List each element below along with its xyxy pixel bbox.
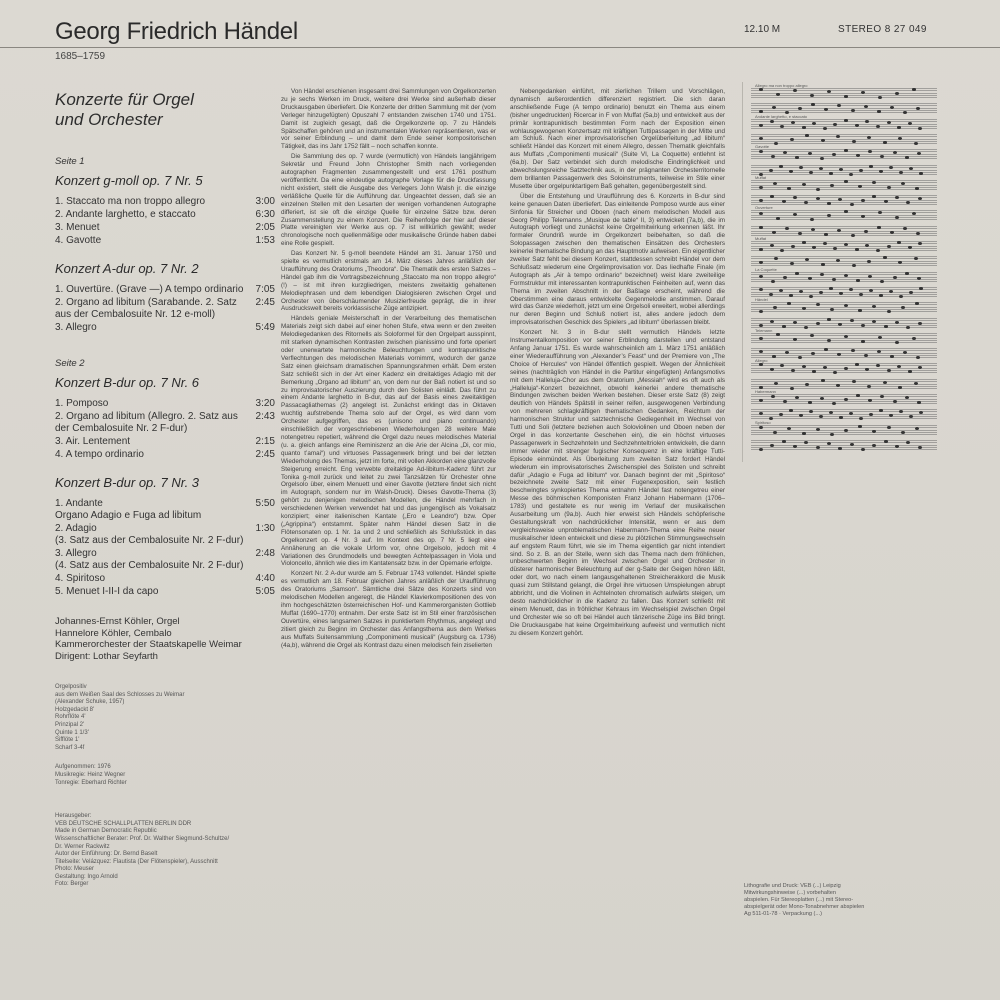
music-note xyxy=(827,442,831,445)
music-note xyxy=(909,291,913,294)
music-note xyxy=(820,157,824,160)
concerto-title: Konzert A-dur op. 7 Nr. 2 xyxy=(55,261,199,276)
music-note xyxy=(776,93,780,96)
music-note xyxy=(783,276,787,279)
music-note xyxy=(816,197,820,200)
music-note xyxy=(773,431,777,434)
music-note xyxy=(895,341,899,344)
movement-list xyxy=(55,398,275,461)
recording-info: Aufgenommen: 1976 Musikregie: Heinz Wegner Tonregie: Eberhard Richter xyxy=(55,764,127,786)
music-note xyxy=(906,326,910,329)
music-note xyxy=(827,90,831,93)
music-note xyxy=(839,292,843,295)
music-note xyxy=(849,288,853,291)
music-note xyxy=(789,170,793,173)
music-note xyxy=(821,139,825,142)
music-note xyxy=(823,242,827,245)
movement-item: 2. Organo ad libitum (Sarabande. 2. Satz aus der Cembalosuite Nr. 12 e-moll) 2:45 xyxy=(55,297,275,320)
side-1-label: Seite 1 xyxy=(55,156,85,167)
music-note xyxy=(893,276,897,279)
music-note xyxy=(879,170,883,173)
music-note xyxy=(759,248,763,251)
music-note xyxy=(883,141,887,144)
music-note xyxy=(844,243,848,246)
score-example-label: Allegro ma non troppo allegro xyxy=(755,83,808,88)
score-example-label: Händel xyxy=(755,297,768,303)
music-note xyxy=(833,371,837,374)
music-note xyxy=(915,427,919,430)
music-note xyxy=(884,200,888,203)
music-note xyxy=(793,445,797,448)
movement-item: 4. Gavotte 1:53 xyxy=(55,235,275,246)
music-note xyxy=(850,203,854,206)
music-note xyxy=(844,335,848,338)
music-note xyxy=(819,291,823,294)
music-note xyxy=(905,396,909,399)
movement-item: 3. Allegro (4. Satz aus der Cembalosuite Nr. 2 F-dur) 2:48 xyxy=(55,548,275,571)
music-note xyxy=(798,232,802,235)
movement-item: 5. Menuet I-II-I da capo 5:05 xyxy=(55,586,275,597)
music-note xyxy=(908,246,912,249)
music-note xyxy=(812,122,816,125)
music-note xyxy=(861,91,865,94)
music-note xyxy=(791,121,795,124)
music-note xyxy=(872,320,876,323)
music-note xyxy=(865,120,869,123)
movement-item: 2. Andante larghetto, e staccato 6:30 xyxy=(55,209,275,220)
music-note xyxy=(827,339,831,342)
catalog-code: 12.10 M xyxy=(744,24,781,35)
liner-notes-column-2 xyxy=(510,88,725,958)
music-note xyxy=(855,248,859,251)
music-note xyxy=(890,355,894,358)
music-note xyxy=(790,387,794,390)
music-note xyxy=(804,326,808,329)
music-note xyxy=(908,122,912,125)
music-note xyxy=(859,169,863,172)
liner-paragraph: Händels geniale Meisterschaft in der Verarbeitung des thematischen Materials zeigt sich dabei auf einer hohen Stufe, etwa wenn er den zweiten Melodiegedanken des Ritornells als Soloformel für den Orgelpart ausspinnt, mit starken dynamischen Kontrasten zwischen pianissimo und forte operiert oder unerwartete harmonische Beleuchtungen und kontrapunktische Verflechtungen des melodischen Materials vornimmt, wodurch der ganze Satz einen gleichsam dramatischen Spannungsrahmen erhält. Dem ersten Satz schließt sich in der Art einer Kadenz ein dreitaktiges Adagio mit der Bemerkung „Organo ad libitum“ an, von dem nur der Baß notiert ist und so zu improvisatorischer Auszierung durch den Solisten einlädt. Das führt zu einem Andante larghetto in B-dur, das auf der Basis eines zweitaktigen Passacagliathemas (2) angelegt ist. Zunächst erklingt das in Oktaven wuchtig aufstrebende Thema solo auf der Orgel, es wird dann vom Orchester aufgegriffen, das es (unisono und piano continuando) einschließlich der vorgeschriebenen Wiederholungen 28 weitere Male notengetreu repetiert, während die Orgel dazu neues melodisches Material (u. a. gleich anfangs eine Reminiszenz an die Arie der Alcina „Di, cor mio, quanto t’amai“) und virtuoses Passagenwerk bringt und bei der letzten Wiederholung des Themas, jetzt im forte, mit vollen Akkorden eine glanzvolle Steigerung erreicht. Eng verwebte dreitaktige Ad-libitum-Kadenz führt zur Tonika g-moll zurück und leitet zu zwei Tanzsätzen für Orchester ohne Orgelsolo über, einem Menuett und einer Gavotte (letztere findet sich nicht im Autograph, sondern nur im Walsh-Druck). Dieses Gavotte-Thema (3) gehört zu denjenigen melodischen Modellen, die Händel mehrfach in verschiedenen Werken verwendet hat und das jungenglisch als Vokalsatz konzipiert; einer italienischen Kantate („Ero e Leandro“) bzw. Oper („Agrippina“) entstammt. Später nahm Händel diesen Satz in die Flötensonaten op. 1 Nr. 1a und 2 und schließlich als Schlußstück in das Orgelkonzert op. 4 Nr. 3 auf. Im Kontext des op. 7 Nr. 5 liegt eine Annäherung an die vokale Urform vor, ohne Orgelsolo, jedoch mit 4 Variationen des Grundmodells und bewegten Achtelpassagen in Viola und Violoncello, ähnlich wie dies im Kantatensatz bzw. in der Opernarie erfolgte. xyxy=(281,315,496,568)
music-note xyxy=(830,433,834,436)
composer-dates: 1685–1759 xyxy=(55,51,106,62)
music-note xyxy=(770,244,774,247)
music-note xyxy=(759,448,763,451)
music-note xyxy=(839,168,843,171)
music-note xyxy=(759,137,763,140)
music-staff xyxy=(751,272,937,282)
music-note xyxy=(879,294,883,297)
music-note xyxy=(844,274,848,277)
music-staff xyxy=(751,379,937,389)
music-note xyxy=(759,310,763,313)
side-2-label: Seite 2 xyxy=(55,358,85,369)
music-note xyxy=(856,279,860,282)
music-note xyxy=(901,182,905,185)
music-note xyxy=(852,140,856,143)
music-note xyxy=(823,127,827,130)
music-note xyxy=(861,448,865,451)
music-note xyxy=(790,138,794,141)
music-staff xyxy=(751,256,937,266)
music-note xyxy=(872,430,876,433)
music-note xyxy=(868,275,872,278)
music-staff xyxy=(751,226,937,236)
music-note xyxy=(893,151,897,154)
music-examples xyxy=(742,82,943,462)
music-note xyxy=(799,166,803,169)
movement-item: 3. Air. Lentement 2:15 xyxy=(55,436,275,447)
music-staff xyxy=(751,134,937,144)
music-note xyxy=(887,245,891,248)
music-note xyxy=(759,337,763,340)
music-note xyxy=(852,264,856,267)
music-note xyxy=(780,125,784,128)
movement-list xyxy=(55,498,275,598)
score-example-label: Habermann xyxy=(755,389,776,394)
liner-notes-column-1 xyxy=(281,88,496,998)
music-note xyxy=(771,280,775,283)
music-note xyxy=(816,188,820,191)
music-note xyxy=(889,290,893,293)
music-note xyxy=(799,290,803,293)
music-note xyxy=(782,200,786,203)
music-note xyxy=(759,399,763,402)
liner-paragraph: Die Sammlung des op. 7 wurde (vermutlich) von Händels langjährigem Sekretär und Freund John Christopher Smith nach vorliegenden autographen Fragmenten zusammengestellt und erst 1761 posthum veröffentlicht. Da eine eindeutige autographe Vorlage für die Druckfassung nicht existiert, stellt die Ausgabe des Verlegers John Walsh jr. die einzige verläßliche Quelle für die Aufführung dar. Ungeachtet dessen, daß sie an einzelnen Stellen mit den Lesarten der wenigen vorhandenen Autographe differiert, ist sie oft die einzige Quelle für einzelne Sätze bzw. deren Zusammenstellung zu einem Konzert. Die Reihenfolge der hier auf dieser Platte vereinigten vier Werke aus op. 7 ist willkürlich gewählt; weder chronologische noch quellenmäßige oder musikalische Gründe haben dabei eine Rolle gespielt. xyxy=(281,153,496,248)
music-note xyxy=(844,95,848,98)
music-note xyxy=(782,325,786,328)
liner-paragraph: Nebengedanken einführt, mit zierlichen Trillern und Vorschlägen, dynamisch außerordentlich differenziert registriert. Die sich daran anschließende Fuge (A tempo ordinario) benutzt ein Thema aus einem (bisher ungedruckten) Ricercar in F von Muffat (5a,b) und entwickelt aus der primär kontrapunktisch bestimmten Form nach der Exposition einen wohlausgewogenen Konzertsatz mit kräftigen Tuttipassagen in der Mitte und am Schluß. Nach einer improvisatorischen Orgelüberleitung „ad libitum“ schließt Händel das Konzert mit einem Allegro, dessen Thematik gleichfalls aus Muffats „Componimenti musicali“ (Suite VI, La Coquette) entlehnt ist (6a,b). Der Satz verbindet sich durch melodische Eindringlichkeit und abwechslungsreiche Satztechnik aus, in der prägnanten Orchesterritornelle dem brillanten Passagenwerk des Soloinstruments, teilweise im Stile einer Musette über orgelpunktartigem Baß gehalten, gegenübergestellt sind. xyxy=(510,88,725,190)
stereo-catalog-number: STEREO 8 27 049 xyxy=(838,24,927,35)
music-note xyxy=(855,124,859,127)
music-note xyxy=(759,88,763,91)
music-note xyxy=(816,428,820,431)
liner-paragraph: Das Konzert Nr. 5 g-moll beendete Händel am 31. Januar 1750 und spielte es vermutlich erstmals am 14. März dieses Jahres anläßlich der Uraufführung des Oratoriums „Theodora“. Die Thematik des ersten Satzes – Händel gab ihm die Vortragsbezeichnung „Staccato ma non troppo allegro“ (!) – ist mit ihren kurzgliedrigen, meistens zweitaktig gehaltenen Melodiephrasen und dem lebendigen Dialogisieren zwischen Orgel und Orchester von überschäumender Musizierfreude geprägt, die in ihrer Ausdruckswelt bereits vorklassische Züge antizipiert. xyxy=(281,250,496,313)
score-example-label: Muffat xyxy=(755,236,767,241)
movement-list xyxy=(55,196,275,247)
music-note xyxy=(850,443,854,446)
music-note xyxy=(851,234,855,237)
music-note xyxy=(770,120,774,123)
music-note xyxy=(893,400,897,403)
music-note xyxy=(876,249,880,252)
music-note xyxy=(912,88,916,91)
music-note xyxy=(861,340,865,343)
music-note xyxy=(759,426,763,429)
music-note xyxy=(769,169,773,172)
movement-item: 3. Allegro 5:49 xyxy=(55,322,275,333)
music-note xyxy=(903,227,907,230)
music-note xyxy=(914,382,918,385)
music-note xyxy=(820,397,824,400)
music-note xyxy=(770,320,774,323)
music-note xyxy=(787,427,791,430)
music-note xyxy=(852,380,856,383)
music-note xyxy=(889,166,893,169)
music-note xyxy=(802,183,806,186)
movement-item: 1. Pomposo 3:20 xyxy=(55,398,275,409)
music-note xyxy=(887,121,891,124)
movement-item: 2. Adagio (3. Satz aus der Cembalosuite Nr. 2 F-dur) 1:30 xyxy=(55,523,275,546)
score-example-label: Andante larghetto, e staccato xyxy=(755,113,808,119)
music-note xyxy=(887,186,891,189)
music-note xyxy=(859,417,863,420)
music-note xyxy=(851,349,855,352)
music-note xyxy=(789,294,793,297)
music-staff xyxy=(751,103,937,113)
music-note xyxy=(827,318,831,321)
movement-list xyxy=(55,284,275,334)
music-note xyxy=(759,124,763,127)
movement-item: 4. A tempo ordinario 2:45 xyxy=(55,449,275,460)
music-note xyxy=(785,227,789,230)
music-note xyxy=(844,398,848,401)
music-note xyxy=(914,142,918,145)
music-note xyxy=(820,273,824,276)
music-note xyxy=(903,351,907,354)
organ-disposition: Orgelpositiv aus dem Weißen Saal des Schlosses zu Weimar (Alexander Schuke, 1957) Holzgedackt 8' Rohrflöte 4' Prinzipal 2' Quinte 1 1/3' Sifflöte 1' Scharf 3-4f xyxy=(55,684,185,751)
music-note xyxy=(878,336,882,339)
concerto-title: Konzert B-dur op. 7 Nr. 3 xyxy=(55,475,200,490)
music-note xyxy=(774,142,778,145)
album-title: Konzerte für Orgel und Orchester xyxy=(55,90,194,129)
liner-paragraph: Konzert Nr. 2 A-dur wurde am 5. Februar 1743 vollendet. Händel spielte es vermutlich am 18. Februar gleichen Jahres anläßlich der Uraufführung des Oratoriums „Samson“. Sämtliche drei Sätze des Konzerts sind von melodischen Modellen angeregt, die Händel Klavierkompositionen des von ihm hochgeschätzten österreichischen Hof- und Kammerorganisten Gottlieb Muffat (1690–1770) entnahm. Der erste Satz ist im Stil einer französischen Ouvertüre, eines langsamen Satzes in punktiertem Rhythmus, angelegt und zitiert gleich zu Beginn im Orchester das Anfangsthema aus dem Werkes aus Muffats Suitensammlung „Componimenti musicali“ (Augsburg ca. 1736) (4a,b), während die Orgel als Kontrast dazu einen melodisch fein ziselierten xyxy=(281,570,496,649)
music-note xyxy=(905,272,909,275)
music-note xyxy=(793,321,797,324)
music-note xyxy=(869,289,873,292)
liner-paragraph: Über die Entstehung und Uraufführung des 6. Konzerts in B-dur sind keine genauen Daten überliefert. Das einleitende Pomposo wurde aus einer Sinfonia für Streicher und Oboen (nach einem melodischen Modell aus Georg Philipp Telemanns „Musique de table“ II, 3) entwickelt (7a,b), die im Autograph vorliegt und zunächst keine Orgelmitwirkung erkennen läßt. Ihr formaler Grundriß wurde im Orgelkonzert beibehalten, so daß die Solopassagen zwischen den thematischen Einsätzen des Orchesters keinerlei thematische Bindung an das Hauptmotiv aufweisen. Ein eigentlicher zweiter Satz fehlt bei diesem Konzert, stattdessen schreibt Händel vor dem Schlußsatz wiederum eine Orgelimprovisation vor. Das liedhafte Finale (im Autograph als „Air à tempo ordinario“ bezeichnet) weist klare zweiteilige Formstruktur mit interessanten kontrapunktischen Feinheiten auf, wenn das Thema im zweiten Abschnitt in der Baßlage erscheint, während die Oberstimmen eine daraus entwickelte Gegenmelodie anstimmen. Darauf wird das Ganze wiederholt, jetzt um eine Orgelsoli erweitert, wobei allerdings nur deren Beginn und Schluß notiert ist, alles andere jedoch dem improvisatorischen Geschick des Spielers „ad libitum“ überlassen bleibt. xyxy=(510,192,725,327)
music-note xyxy=(899,171,903,174)
music-note xyxy=(895,445,899,448)
music-note xyxy=(884,325,888,328)
music-note xyxy=(759,288,763,291)
music-note xyxy=(917,401,921,404)
tracklist-column xyxy=(55,90,275,889)
music-note xyxy=(802,432,806,435)
music-note xyxy=(864,354,868,357)
music-note xyxy=(887,426,891,429)
score-example-label: Muffat xyxy=(755,174,767,180)
music-note xyxy=(901,431,905,434)
music-note xyxy=(919,287,923,290)
music-note xyxy=(918,127,922,130)
music-note xyxy=(903,111,907,114)
music-note xyxy=(876,125,880,128)
music-note xyxy=(850,319,854,322)
music-note xyxy=(918,322,922,325)
music-note xyxy=(759,186,763,189)
music-note xyxy=(859,293,863,296)
music-note xyxy=(844,180,848,183)
music-note xyxy=(918,446,922,449)
music-note xyxy=(844,429,848,432)
concerto-title: Konzert B-dur op. 7 Nr. 6 xyxy=(55,375,200,390)
music-note xyxy=(809,295,813,298)
liner-paragraph: Von Händel erschienen insgesamt drei Sammlungen von Orgelkonzerten zu je sechs Werken im Druck, weitere drei Werke sind außerhalb dieser Druckausgaben überliefert. Die Konzerte der dritten Sammlung mit der (vom Verleger hinzugefügten) Opuszahl 7 entstanden zwischen 1740 und 1751. Damit ist zugleich gesagt, daß die Orgelkonzerte op. 7 zu Händels Spätschaffen gehören und an instrumentalen Werken repräsentieren, was er vor seiner Erblindung – und damit dem Ende seiner kompositorischen Tätigkeit, das ins Jahr 1752 fällt – noch schaffen konnte. xyxy=(281,88,496,151)
music-note xyxy=(829,172,833,175)
score-example-label: La Coquette xyxy=(755,266,777,272)
music-note xyxy=(802,126,806,129)
music-note xyxy=(836,384,840,387)
concerto-title: Konzert g-moll op. 7 Nr. 5 xyxy=(55,173,203,188)
music-note xyxy=(773,182,777,185)
music-note xyxy=(832,402,836,405)
movement-item: 3. Menuet 2:05 xyxy=(55,222,275,233)
music-note xyxy=(793,338,797,341)
colophon: Lithografie und Druck: VEB (...) Leipzig Mitwirkungshinweise (...) vorbehalten abspielen. Für Stereoplatten (...) mit Stereo- abspielgerät oder Mono-Tonabnehmer abspielen Ag 511-01-78 · Verpackung (...) xyxy=(744,883,865,917)
music-staff xyxy=(751,348,937,358)
music-note xyxy=(897,126,901,129)
music-note xyxy=(918,197,922,200)
music-note xyxy=(912,337,916,340)
music-note xyxy=(884,440,888,443)
music-note xyxy=(819,167,823,170)
music-note xyxy=(793,89,797,92)
music-note xyxy=(861,324,865,327)
music-note xyxy=(877,350,881,353)
music-note xyxy=(916,356,920,359)
music-note xyxy=(772,231,776,234)
movement-item: 1. Andante Organo Adagio e Fuga ad libitum 5:50 xyxy=(55,498,275,521)
music-note xyxy=(829,287,833,290)
score-example-label: Gavotte xyxy=(755,144,770,150)
music-note xyxy=(838,323,842,326)
music-note xyxy=(898,386,902,389)
music-note xyxy=(759,324,763,327)
score-example-label: Telemann xyxy=(755,327,773,333)
music-note xyxy=(849,173,853,176)
music-note xyxy=(810,218,814,221)
composer-name: Georg Friedrich Händel xyxy=(55,18,298,45)
music-note xyxy=(864,230,868,233)
music-note xyxy=(811,228,815,231)
movement-item: 2. Organo ad libitum (Allegro. 2. Satz aus der Cembalosuite Nr. 2 F-dur) 2:43 xyxy=(55,411,275,434)
music-note xyxy=(915,187,919,190)
movement-item: 1. Staccato ma non troppo allegro 3:00 xyxy=(55,196,275,207)
music-note xyxy=(880,280,884,283)
music-note xyxy=(779,165,783,168)
music-note xyxy=(782,440,786,443)
music-note xyxy=(898,137,902,140)
music-note xyxy=(858,185,862,188)
music-note xyxy=(901,306,905,309)
music-note xyxy=(791,245,795,248)
music-note xyxy=(858,425,862,428)
music-note xyxy=(776,333,780,336)
music-note xyxy=(779,289,783,292)
music-note xyxy=(917,277,921,280)
music-note xyxy=(844,119,848,122)
music-note xyxy=(890,231,894,234)
music-note xyxy=(808,401,812,404)
music-note xyxy=(883,381,887,384)
music-note xyxy=(830,184,834,187)
score-example-label: Ouverture xyxy=(755,205,773,211)
music-note xyxy=(759,275,763,278)
music-note xyxy=(878,96,882,99)
music-note xyxy=(808,277,812,280)
music-note xyxy=(816,322,820,325)
score-example-label: Allegro xyxy=(755,358,768,364)
music-note xyxy=(821,379,825,382)
header-rule xyxy=(0,47,1000,48)
performers: Johannes-Ernst Köhler, Orgel Hannelore Köhler, Cembalo Kammerorchester der Staatskapelle Weimar Dirigent: Lothar Seyfarth xyxy=(55,616,242,662)
music-note xyxy=(816,446,820,449)
liner-paragraph: Konzert Nr. 3 in B-dur stellt vermutlich Händels letzte Instrumentalkomposition vor seiner Erblindung darstellen und entstand Anfang Januar 1751. Es wurde wahrscheinlich am 1. März 1751 anläßlich einer Wiederaufführung von „Alexander’s Feast“ und der Premiere von „The Choice of Hercules“ von Händel öffentlich gespielt. Wegen der Ähnlichkeit seines (nachträglich von Händel in die Partitur eingefügten) Anfangsmotivs mit dem Halleluja-Chor aus dem Oratorium „Messiah“ wird es oft auch als „Halleluja“-Konzert bezeichnet, obwohl keinerlei andere thematische Bindungen zwischen beiden Werken bestehen. Dieser erste Satz (8) zeigt deutlich von Händels Spätstil in seiner reifen, ausgewogenen Verbindung von mehreren schlagkräftigen thematischen Gedanken, Reichtum der harmonischen Struktur und satztechnische Gediegenheit im Wechsel von Tutti und Soli (letztere beziehen auch Soloviolinen und Oboen neben der Orgel in das konzertante Geschehen ein), die ein höchst virtuoses Passagenwerk in Sechzehnteln und Sechzehnteltriolen entwickeln, die dann immer wieder mit strenger fugischer Konsequenz in eine kräftige Tutti-Episode einmündet. Als Überleitung zum zweiten Satz fordert Händel wiederum ein improvisatorisches Zwischenspiel des Solisten und schreibt dafür „Adagio e Fuga ad libitum“ vor. Danach beginnt der mit „Spiritoso“ bezeichnete zweite Satz mit einer Fugenexposition, sein festlich beschwingtes synkopiertes Thema entnahm Händel fast notengetreu einer Messe des böhmischen Komponisten Franz Johann Habermann (1706–1783) und gestaltete es nur wenig im Verlauf der musikalischen Ausarbeitung um (9a,b). Auch hier erweist sich Händels schöpferische Gestaltungskraft von nachdrücklicher Intensität, wenn er aus dem vergleichsweise unproblematischen Habermann-Thema eine Reihe neuer musikalischer Ideen entwickelt und diese zu plötzlichen Stimmungswechseln auf engstem Raum führt, wie sie im Thema eigentlich gar nicht intendiert sind. So z. B. an der Stelle, wenn sich das Thema nach dem fröhlichen, unbeschwerten Beginn im Wechsel zwischen Orgel und Orchester in düsterer harmonischer Beleuchtung auf der g-Saite der Geigen hören läßt, oder dort, wo nach einem langausgehaltenen Streicherakkord die Musik quasi zum Stillstand gelangt, die Orgel ihre virtuosen Umspielungen abrupt abbricht, und die Violinen in Achtelnoten chromatisch aufwärts steigen, um desto nachdrücklicher in die Kadenz zu fallen. Das Konzert schließt mit einem Menuett, das in fröhlicher Kehraus im Wechselspiel zwischen Orgel und Orchester wie so oft bei Händel auch tänzerische Züge ins Bild bringt. Die Druckausgabe hat keine Orgelmitwirkung aufweist und vermutlich nicht zu diesem Konzert gehört. xyxy=(510,329,725,637)
music-note xyxy=(802,307,806,310)
music-note xyxy=(780,249,784,252)
music-note xyxy=(919,172,923,175)
music-note xyxy=(895,92,899,95)
movement-item: 4. Spiritoso 4:40 xyxy=(55,573,275,584)
music-note xyxy=(832,278,836,281)
music-note xyxy=(816,303,820,306)
music-note xyxy=(887,310,891,313)
music-note xyxy=(909,167,913,170)
publisher-credits: Herausgeber: VEB DEUTSCHE SCHALLPLATTEN BERLIN DDR Made in German Democratic Republic Wissenschaftlicher Berater: Prof. Dr. Walther Siegmund-Schultze/ Dr. Werner Rackwitz Autor der Einführung: Dr. Bernd Baselt Titelseite: Velázquez: Flautista (Der Flötenspieler), Ausschnitt Photo: Meuser Gestaltung: Ingo Arnold Foto: Berger xyxy=(55,813,230,888)
music-note xyxy=(810,94,814,97)
music-note xyxy=(798,356,802,359)
music-note xyxy=(808,152,812,155)
music-note xyxy=(833,123,837,126)
movement-item: 1. Ouvertüre. (Grave —) A tempo ordinario 7:05 xyxy=(55,284,275,295)
music-note xyxy=(905,156,909,159)
music-note xyxy=(899,295,903,298)
music-note xyxy=(895,321,899,324)
music-note xyxy=(769,293,773,296)
music-note xyxy=(867,385,871,388)
music-note xyxy=(759,226,763,229)
score-example-label: Spiritoso xyxy=(755,419,771,425)
music-note xyxy=(810,334,814,337)
music-note xyxy=(877,226,881,229)
music-note xyxy=(809,171,813,174)
music-note xyxy=(802,241,806,244)
music-note xyxy=(916,232,920,235)
music-note xyxy=(869,165,873,168)
